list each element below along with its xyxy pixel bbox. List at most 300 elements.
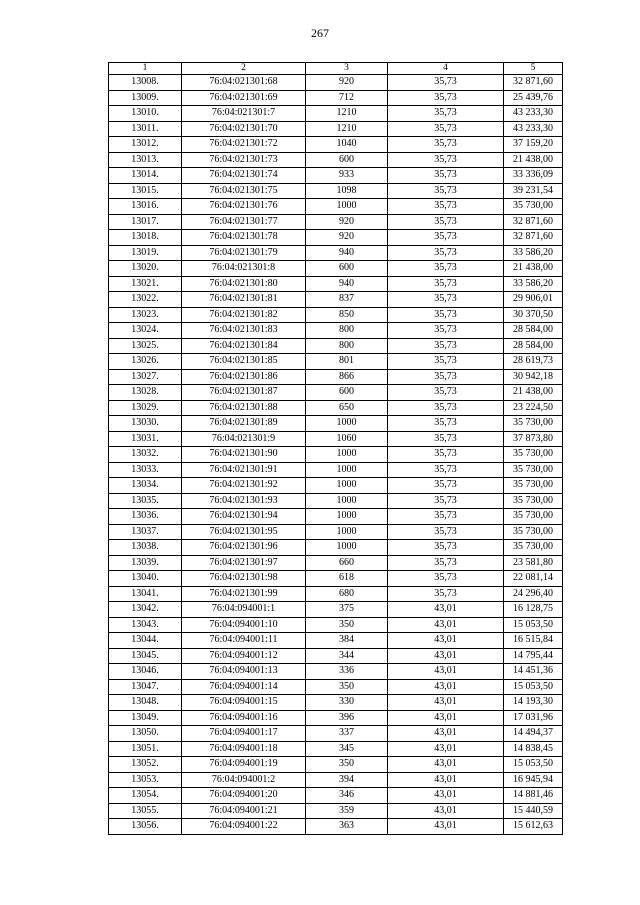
row-number-cell: 13032. bbox=[109, 447, 182, 463]
row-number-cell: 13011. bbox=[109, 121, 182, 137]
table-row bbox=[109, 741, 563, 757]
cadastral-number-cell: 76:04:094001:2 bbox=[182, 772, 306, 788]
area-cell: 375 bbox=[306, 602, 388, 618]
rate-cell: 43,01 bbox=[388, 664, 504, 680]
rate-cell: 35,73 bbox=[388, 462, 504, 478]
rate-cell: 35,73 bbox=[388, 369, 504, 385]
table-row bbox=[109, 106, 563, 122]
rate-cell: 43,01 bbox=[388, 602, 504, 618]
row-number-cell: 13021. bbox=[109, 276, 182, 292]
rate-cell: 35,73 bbox=[388, 431, 504, 447]
column-header-1: 1 bbox=[109, 63, 182, 75]
column-header-3: 3 bbox=[306, 63, 388, 75]
row-number-cell: 13055. bbox=[109, 803, 182, 819]
amount-cell: 23 581,80 bbox=[504, 555, 563, 571]
area-cell: 1098 bbox=[306, 183, 388, 199]
cadastral-number-cell: 76:04:021301:94 bbox=[182, 509, 306, 525]
amount-cell: 33 336,09 bbox=[504, 168, 563, 184]
rate-cell: 35,73 bbox=[388, 323, 504, 339]
rate-cell: 35,73 bbox=[388, 338, 504, 354]
row-number-cell: 13029. bbox=[109, 400, 182, 416]
cadastral-number-cell: 76:04:094001:20 bbox=[182, 788, 306, 804]
row-number-cell: 13012. bbox=[109, 137, 182, 153]
amount-cell: 22 081,14 bbox=[504, 571, 563, 587]
table-row bbox=[109, 524, 563, 540]
area-cell: 1000 bbox=[306, 416, 388, 432]
amount-cell: 43 233,30 bbox=[504, 106, 563, 122]
rate-cell: 35,73 bbox=[388, 261, 504, 277]
area-cell: 346 bbox=[306, 788, 388, 804]
row-number-cell: 13050. bbox=[109, 726, 182, 742]
rate-cell: 43,01 bbox=[388, 633, 504, 649]
cadastral-number-cell: 76:04:021301:70 bbox=[182, 121, 306, 137]
cadastral-number-cell: 76:04:021301:86 bbox=[182, 369, 306, 385]
table-row bbox=[109, 183, 563, 199]
rate-cell: 35,73 bbox=[388, 416, 504, 432]
table-row bbox=[109, 276, 563, 292]
row-number-cell: 13031. bbox=[109, 431, 182, 447]
row-number-cell: 13040. bbox=[109, 571, 182, 587]
area-cell: 837 bbox=[306, 292, 388, 308]
rate-cell: 43,01 bbox=[388, 648, 504, 664]
amount-cell: 33 586,20 bbox=[504, 276, 563, 292]
table-row bbox=[109, 664, 563, 680]
table-row bbox=[109, 137, 563, 153]
amount-cell: 14 193,30 bbox=[504, 695, 563, 711]
cadastral-number-cell: 76:04:094001:19 bbox=[182, 757, 306, 773]
rate-cell: 43,01 bbox=[388, 679, 504, 695]
table-row bbox=[109, 509, 563, 525]
row-number-cell: 13034. bbox=[109, 478, 182, 494]
cadastral-number-cell: 76:04:021301:75 bbox=[182, 183, 306, 199]
rate-cell: 35,73 bbox=[388, 230, 504, 246]
row-number-cell: 13035. bbox=[109, 493, 182, 509]
row-number-cell: 13024. bbox=[109, 323, 182, 339]
table-row bbox=[109, 602, 563, 618]
rate-cell: 35,73 bbox=[388, 555, 504, 571]
row-number-cell: 13051. bbox=[109, 741, 182, 757]
amount-cell: 32 871,60 bbox=[504, 230, 563, 246]
row-number-cell: 13016. bbox=[109, 199, 182, 215]
amount-cell: 35 730,00 bbox=[504, 478, 563, 494]
amount-cell: 30 370,50 bbox=[504, 307, 563, 323]
table-row bbox=[109, 354, 563, 370]
area-cell: 1000 bbox=[306, 199, 388, 215]
table-row bbox=[109, 121, 563, 137]
amount-cell: 17 031,96 bbox=[504, 710, 563, 726]
table-row bbox=[109, 292, 563, 308]
table-row bbox=[109, 633, 563, 649]
amount-cell: 35 730,00 bbox=[504, 199, 563, 215]
rate-cell: 35,73 bbox=[388, 183, 504, 199]
area-cell: 940 bbox=[306, 276, 388, 292]
table-row bbox=[109, 416, 563, 432]
amount-cell: 16 128,75 bbox=[504, 602, 563, 618]
table-row bbox=[109, 385, 563, 401]
rate-cell: 43,01 bbox=[388, 710, 504, 726]
table-row bbox=[109, 447, 563, 463]
table-header-row bbox=[109, 63, 563, 75]
table-row bbox=[109, 90, 563, 106]
amount-cell: 29 906,01 bbox=[504, 292, 563, 308]
rate-cell: 35,73 bbox=[388, 385, 504, 401]
amount-cell: 32 871,60 bbox=[504, 214, 563, 230]
table-row bbox=[109, 75, 563, 91]
amount-cell: 37 873,80 bbox=[504, 431, 563, 447]
area-cell: 345 bbox=[306, 741, 388, 757]
rate-cell: 43,01 bbox=[388, 741, 504, 757]
rate-cell: 35,73 bbox=[388, 214, 504, 230]
rate-cell: 43,01 bbox=[388, 788, 504, 804]
rate-cell: 43,01 bbox=[388, 757, 504, 773]
amount-cell: 14 795,44 bbox=[504, 648, 563, 664]
row-number-cell: 13020. bbox=[109, 261, 182, 277]
cadastral-number-cell: 76:04:021301:99 bbox=[182, 586, 306, 602]
cadastral-number-cell: 76:04:021301:96 bbox=[182, 540, 306, 556]
area-cell: 350 bbox=[306, 679, 388, 695]
cadastral-number-cell: 76:04:021301:95 bbox=[182, 524, 306, 540]
cadastral-number-cell: 76:04:094001:18 bbox=[182, 741, 306, 757]
area-cell: 1000 bbox=[306, 462, 388, 478]
table-row bbox=[109, 679, 563, 695]
area-cell: 359 bbox=[306, 803, 388, 819]
area-cell: 800 bbox=[306, 338, 388, 354]
table-row bbox=[109, 199, 563, 215]
amount-cell: 35 730,00 bbox=[504, 509, 563, 525]
table-row bbox=[109, 307, 563, 323]
area-cell: 801 bbox=[306, 354, 388, 370]
page-number: 267 bbox=[311, 26, 329, 40]
area-cell: 1210 bbox=[306, 106, 388, 122]
amount-cell: 43 233,30 bbox=[504, 121, 563, 137]
amount-cell: 25 439,76 bbox=[504, 90, 563, 106]
area-cell: 660 bbox=[306, 555, 388, 571]
rate-cell: 35,73 bbox=[388, 276, 504, 292]
table-row bbox=[109, 540, 563, 556]
rate-cell: 43,01 bbox=[388, 617, 504, 633]
rate-cell: 35,73 bbox=[388, 199, 504, 215]
area-cell: 600 bbox=[306, 261, 388, 277]
table-row bbox=[109, 493, 563, 509]
table-row bbox=[109, 757, 563, 773]
rate-cell: 35,73 bbox=[388, 524, 504, 540]
cadastral-number-cell: 76:04:021301:82 bbox=[182, 307, 306, 323]
amount-cell: 15 053,50 bbox=[504, 679, 563, 695]
table-row bbox=[109, 617, 563, 633]
rate-cell: 35,73 bbox=[388, 168, 504, 184]
cadastral-number-cell: 76:04:094001:11 bbox=[182, 633, 306, 649]
table-row bbox=[109, 788, 563, 804]
rate-cell: 35,73 bbox=[388, 152, 504, 168]
rate-cell: 35,73 bbox=[388, 307, 504, 323]
cadastral-number-cell: 76:04:021301:98 bbox=[182, 571, 306, 587]
row-number-cell: 13042. bbox=[109, 602, 182, 618]
area-cell: 940 bbox=[306, 245, 388, 261]
row-number-cell: 13025. bbox=[109, 338, 182, 354]
row-number-cell: 13041. bbox=[109, 586, 182, 602]
cadastral-number-cell: 76:04:021301:7 bbox=[182, 106, 306, 122]
cadastral-number-cell: 76:04:021301:91 bbox=[182, 462, 306, 478]
amount-cell: 28 619,73 bbox=[504, 354, 563, 370]
rate-cell: 43,01 bbox=[388, 803, 504, 819]
cadastral-number-cell: 76:04:021301:88 bbox=[182, 400, 306, 416]
rate-cell: 35,73 bbox=[388, 478, 504, 494]
area-cell: 337 bbox=[306, 726, 388, 742]
row-number-cell: 13015. bbox=[109, 183, 182, 199]
table-row bbox=[109, 400, 563, 416]
table-row bbox=[109, 168, 563, 184]
amount-cell: 21 438,00 bbox=[504, 385, 563, 401]
column-header-2: 2 bbox=[182, 63, 306, 75]
cadastral-number-cell: 76:04:021301:85 bbox=[182, 354, 306, 370]
amount-cell: 35 730,00 bbox=[504, 447, 563, 463]
area-cell: 350 bbox=[306, 757, 388, 773]
cadastral-number-cell: 76:04:021301:74 bbox=[182, 168, 306, 184]
area-cell: 650 bbox=[306, 400, 388, 416]
rate-cell: 35,73 bbox=[388, 400, 504, 416]
row-number-cell: 13026. bbox=[109, 354, 182, 370]
area-cell: 1000 bbox=[306, 509, 388, 525]
cadastral-number-cell: 76:04:021301:81 bbox=[182, 292, 306, 308]
area-cell: 920 bbox=[306, 75, 388, 91]
area-cell: 618 bbox=[306, 571, 388, 587]
amount-cell: 28 584,00 bbox=[504, 323, 563, 339]
row-number-cell: 13030. bbox=[109, 416, 182, 432]
rate-cell: 35,73 bbox=[388, 292, 504, 308]
table-row bbox=[109, 323, 563, 339]
amount-cell: 16 945,94 bbox=[504, 772, 563, 788]
row-number-cell: 13014. bbox=[109, 168, 182, 184]
rate-cell: 35,73 bbox=[388, 121, 504, 137]
area-cell: 920 bbox=[306, 230, 388, 246]
rate-cell: 35,73 bbox=[388, 509, 504, 525]
column-header-5: 5 bbox=[504, 63, 563, 75]
area-cell: 344 bbox=[306, 648, 388, 664]
table-row bbox=[109, 772, 563, 788]
cadastral-number-cell: 76:04:094001:17 bbox=[182, 726, 306, 742]
row-number-cell: 13037. bbox=[109, 524, 182, 540]
area-cell: 1060 bbox=[306, 431, 388, 447]
rate-cell: 35,73 bbox=[388, 493, 504, 509]
amount-cell: 14 881,46 bbox=[504, 788, 563, 804]
rate-cell: 35,73 bbox=[388, 354, 504, 370]
rate-cell: 43,01 bbox=[388, 726, 504, 742]
row-number-cell: 13048. bbox=[109, 695, 182, 711]
rate-cell: 35,73 bbox=[388, 447, 504, 463]
area-cell: 396 bbox=[306, 710, 388, 726]
table-row bbox=[109, 338, 563, 354]
rate-cell: 43,01 bbox=[388, 772, 504, 788]
row-number-cell: 13008. bbox=[109, 75, 182, 91]
cadastral-number-cell: 76:04:094001:16 bbox=[182, 710, 306, 726]
cadastral-number-cell: 76:04:094001:22 bbox=[182, 819, 306, 835]
cadastral-number-cell: 76:04:021301:80 bbox=[182, 276, 306, 292]
cadastral-number-cell: 76:04:021301:92 bbox=[182, 478, 306, 494]
row-number-cell: 13044. bbox=[109, 633, 182, 649]
table-row bbox=[109, 726, 563, 742]
area-cell: 800 bbox=[306, 323, 388, 339]
amount-cell: 35 730,00 bbox=[504, 524, 563, 540]
area-cell: 394 bbox=[306, 772, 388, 788]
table-row bbox=[109, 478, 563, 494]
row-number-cell: 13028. bbox=[109, 385, 182, 401]
table-row bbox=[109, 462, 563, 478]
area-cell: 1040 bbox=[306, 137, 388, 153]
rate-cell: 35,73 bbox=[388, 106, 504, 122]
area-cell: 1000 bbox=[306, 524, 388, 540]
table-row bbox=[109, 571, 563, 587]
amount-cell: 28 584,00 bbox=[504, 338, 563, 354]
row-number-cell: 13022. bbox=[109, 292, 182, 308]
cadastral-number-cell: 76:04:021301:73 bbox=[182, 152, 306, 168]
amount-cell: 39 231,54 bbox=[504, 183, 563, 199]
row-number-cell: 13023. bbox=[109, 307, 182, 323]
amount-cell: 24 296,40 bbox=[504, 586, 563, 602]
cadastral-number-cell: 76:04:021301:87 bbox=[182, 385, 306, 401]
area-cell: 1000 bbox=[306, 447, 388, 463]
amount-cell: 14 494,37 bbox=[504, 726, 563, 742]
table-row bbox=[109, 819, 563, 835]
rate-cell: 35,73 bbox=[388, 75, 504, 91]
rate-cell: 35,73 bbox=[388, 90, 504, 106]
row-number-cell: 13033. bbox=[109, 462, 182, 478]
area-cell: 850 bbox=[306, 307, 388, 323]
cadastral-number-cell: 76:04:021301:78 bbox=[182, 230, 306, 246]
amount-cell: 32 871,60 bbox=[504, 75, 563, 91]
table-row bbox=[109, 245, 563, 261]
data-table bbox=[108, 62, 563, 835]
row-number-cell: 13038. bbox=[109, 540, 182, 556]
cadastral-number-cell: 76:04:021301:97 bbox=[182, 555, 306, 571]
area-cell: 363 bbox=[306, 819, 388, 835]
cadastral-number-cell: 76:04:094001:14 bbox=[182, 679, 306, 695]
row-number-cell: 13053. bbox=[109, 772, 182, 788]
amount-cell: 15 440,59 bbox=[504, 803, 563, 819]
cadastral-number-cell: 76:04:021301:89 bbox=[182, 416, 306, 432]
area-cell: 920 bbox=[306, 214, 388, 230]
row-number-cell: 13018. bbox=[109, 230, 182, 246]
amount-cell: 33 586,20 bbox=[504, 245, 563, 261]
cadastral-number-cell: 76:04:021301:8 bbox=[182, 261, 306, 277]
row-number-cell: 13009. bbox=[109, 90, 182, 106]
row-number-cell: 13052. bbox=[109, 757, 182, 773]
row-number-cell: 13056. bbox=[109, 819, 182, 835]
table-row bbox=[109, 431, 563, 447]
amount-cell: 15 612,63 bbox=[504, 819, 563, 835]
cadastral-number-cell: 76:04:021301:72 bbox=[182, 137, 306, 153]
cadastral-number-cell: 76:04:021301:83 bbox=[182, 323, 306, 339]
row-number-cell: 13045. bbox=[109, 648, 182, 664]
amount-cell: 16 515,84 bbox=[504, 633, 563, 649]
cadastral-number-cell: 76:04:094001:13 bbox=[182, 664, 306, 680]
area-cell: 600 bbox=[306, 385, 388, 401]
rate-cell: 35,73 bbox=[388, 137, 504, 153]
column-header-4: 4 bbox=[388, 63, 504, 75]
row-number-cell: 13054. bbox=[109, 788, 182, 804]
row-number-cell: 13046. bbox=[109, 664, 182, 680]
area-cell: 330 bbox=[306, 695, 388, 711]
cadastral-number-cell: 76:04:094001:15 bbox=[182, 695, 306, 711]
amount-cell: 35 730,00 bbox=[504, 493, 563, 509]
table-row bbox=[109, 555, 563, 571]
rate-cell: 35,73 bbox=[388, 540, 504, 556]
cadastral-number-cell: 76:04:021301:69 bbox=[182, 90, 306, 106]
area-cell: 384 bbox=[306, 633, 388, 649]
area-cell: 1210 bbox=[306, 121, 388, 137]
cadastral-number-cell: 76:04:021301:93 bbox=[182, 493, 306, 509]
row-number-cell: 13036. bbox=[109, 509, 182, 525]
rate-cell: 35,73 bbox=[388, 571, 504, 587]
cadastral-number-cell: 76:04:021301:79 bbox=[182, 245, 306, 261]
area-cell: 712 bbox=[306, 90, 388, 106]
table-row bbox=[109, 369, 563, 385]
row-number-cell: 13047. bbox=[109, 679, 182, 695]
cadastral-number-cell: 76:04:021301:77 bbox=[182, 214, 306, 230]
amount-cell: 15 053,50 bbox=[504, 617, 563, 633]
cadastral-number-cell: 76:04:094001:12 bbox=[182, 648, 306, 664]
row-number-cell: 13017. bbox=[109, 214, 182, 230]
row-number-cell: 13013. bbox=[109, 152, 182, 168]
area-cell: 350 bbox=[306, 617, 388, 633]
amount-cell: 21 438,00 bbox=[504, 261, 563, 277]
cadastral-number-cell: 76:04:021301:9 bbox=[182, 431, 306, 447]
cadastral-number-cell: 76:04:021301:76 bbox=[182, 199, 306, 215]
row-number-cell: 13039. bbox=[109, 555, 182, 571]
amount-cell: 30 942,18 bbox=[504, 369, 563, 385]
amount-cell: 37 159,20 bbox=[504, 137, 563, 153]
table-row bbox=[109, 230, 563, 246]
row-number-cell: 13010. bbox=[109, 106, 182, 122]
cadastral-number-cell: 76:04:094001:1 bbox=[182, 602, 306, 618]
table-row bbox=[109, 710, 563, 726]
area-cell: 866 bbox=[306, 369, 388, 385]
table-row bbox=[109, 152, 563, 168]
table-row bbox=[109, 586, 563, 602]
rate-cell: 43,01 bbox=[388, 695, 504, 711]
area-cell: 1000 bbox=[306, 478, 388, 494]
table-row bbox=[109, 261, 563, 277]
area-cell: 680 bbox=[306, 586, 388, 602]
cadastral-number-cell: 76:04:094001:10 bbox=[182, 617, 306, 633]
rate-cell: 35,73 bbox=[388, 245, 504, 261]
area-cell: 933 bbox=[306, 168, 388, 184]
row-number-cell: 13027. bbox=[109, 369, 182, 385]
rate-cell: 35,73 bbox=[388, 586, 504, 602]
rate-cell: 43,01 bbox=[388, 819, 504, 835]
table-row bbox=[109, 803, 563, 819]
area-cell: 600 bbox=[306, 152, 388, 168]
cadastral-number-cell: 76:04:021301:90 bbox=[182, 447, 306, 463]
area-cell: 1000 bbox=[306, 540, 388, 556]
cadastral-number-cell: 76:04:021301:84 bbox=[182, 338, 306, 354]
area-cell: 336 bbox=[306, 664, 388, 680]
table-row bbox=[109, 214, 563, 230]
amount-cell: 35 730,00 bbox=[504, 462, 563, 478]
amount-cell: 15 053,50 bbox=[504, 757, 563, 773]
amount-cell: 35 730,00 bbox=[504, 416, 563, 432]
row-number-cell: 13019. bbox=[109, 245, 182, 261]
table-row bbox=[109, 695, 563, 711]
table-row bbox=[109, 648, 563, 664]
amount-cell: 21 438,00 bbox=[504, 152, 563, 168]
table-body bbox=[109, 75, 563, 835]
cadastral-number-cell: 76:04:094001:21 bbox=[182, 803, 306, 819]
cadastral-number-cell: 76:04:021301:68 bbox=[182, 75, 306, 91]
area-cell: 1000 bbox=[306, 493, 388, 509]
amount-cell: 14 838,45 bbox=[504, 741, 563, 757]
row-number-cell: 13043. bbox=[109, 617, 182, 633]
amount-cell: 14 451,36 bbox=[504, 664, 563, 680]
